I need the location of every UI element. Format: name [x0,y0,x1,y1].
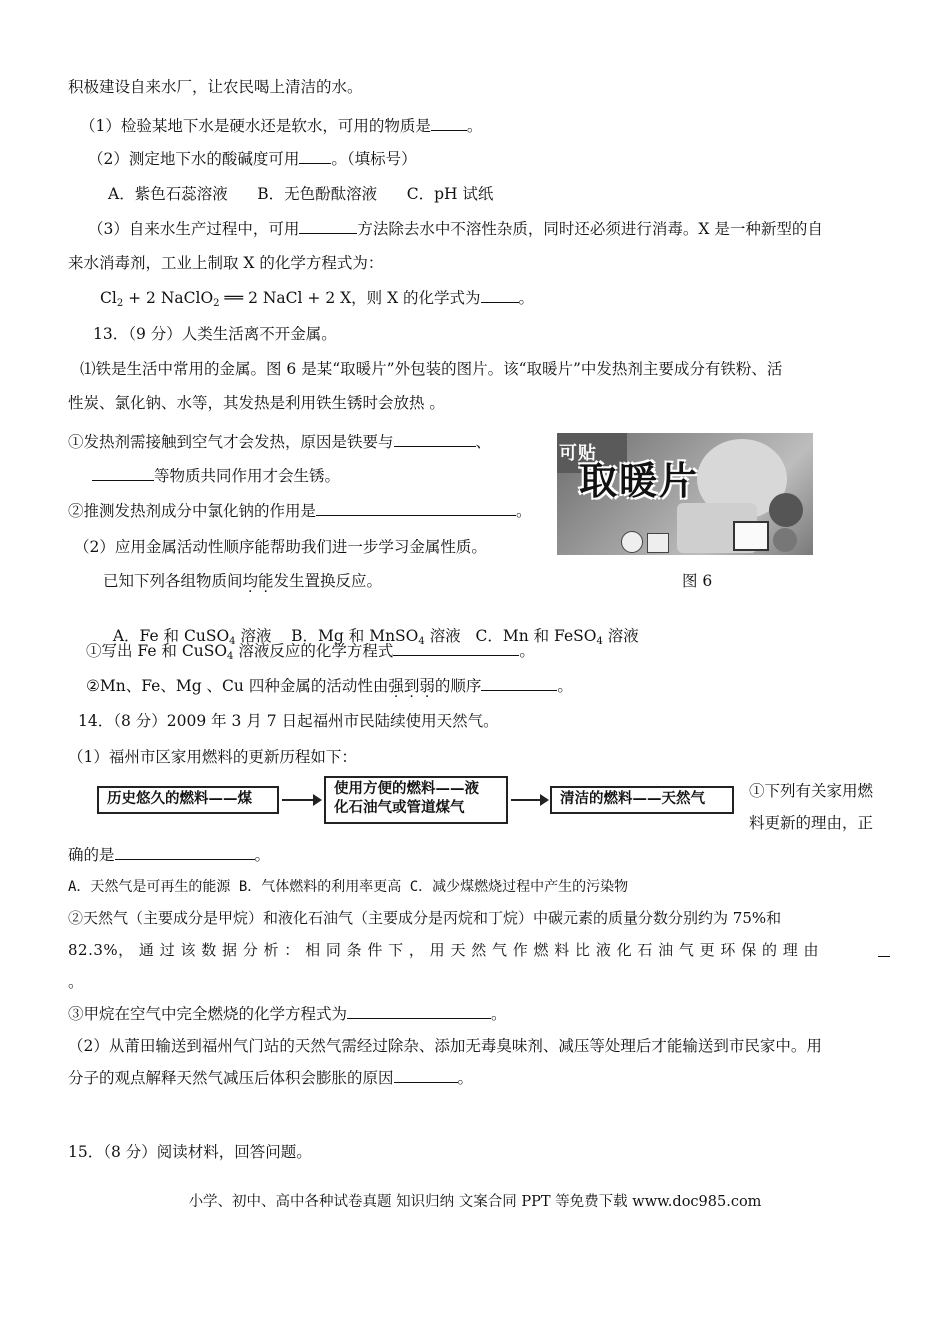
answer-blank[interactable] [431,116,467,131]
text-line: ⑴铁是生活中常用的金属。图 6 是某“取暖片”外包装的图片。该“取暖片”中发热剂主要成分有铁粉、活 [80,360,783,378]
flow-box-lpg [324,776,508,824]
text: + 2 NaClO [123,289,214,307]
question-13-2b [103,571,382,591]
subscript: 4 [227,651,234,662]
image-title: 取暖片 [579,459,700,503]
text: （2）测定地下水的酸碱度可用 [88,150,300,168]
answer-blank[interactable] [299,219,357,234]
text: 。 [457,1069,474,1087]
question-14-c3 [68,1004,507,1024]
answer-blank[interactable] [878,942,890,957]
question-15-title: 15．（8 分）阅读材料，回答问题。 [68,1143,312,1161]
question-14-2b [68,1068,473,1088]
flow-box-line: 化石油气或管道煤气 [334,800,465,816]
text: 确的是 [68,846,115,864]
answer-blank[interactable] [92,466,154,481]
text: ②Mn、Fe、Mg 、Cu 四种金属的活动性由 [86,677,389,695]
answer-blank[interactable] [394,432,476,447]
text: 溶液 C．Mn 和 FeSO [424,627,597,645]
subscript: 4 [229,636,236,647]
question-14-c1 [68,845,270,865]
text: 。 [466,117,483,135]
subscript: 2 [213,298,220,309]
flow-box-line: 使用方便的燃料——液 [334,781,479,797]
heat-pad-package-image [557,433,813,555]
subscript: 4 [596,636,603,647]
question-13-w2 [86,676,573,696]
answer-blank[interactable] [115,845,255,860]
equation-line [100,288,534,314]
text-line: 性炭、氯化钠、水等，其发热是利用铁生锈时会放热 。 [68,394,445,412]
text: （1）检验某地下水是硬水还是软水，可用的物质是 [80,117,431,135]
text: 。 [254,846,271,864]
text: 分子的观点解释天然气减压后体积会膨胀的原因 [68,1069,394,1087]
text: 82.3%， 通 过 该 数 据 分 析 ： 相 同 条 件 下 ， 用 天 然 气 作 燃 料 比 液 化 石 油 气 更 环 保 的 理 由 [68,941,820,959]
text: 溶液反应的化学方程式 [233,642,394,660]
question-12-3 [88,219,823,239]
text: 方法除去水中不溶性杂质，同时还必须进行消毒。X 是一种新型的自 [357,220,823,238]
question-12-options: A．紫色石蕊溶液 B．无色酚酞溶液 C．pH 试纸 [108,185,494,203]
text: ③甲烷在空气中完全燃烧的化学方程式为 [68,1005,348,1023]
question-14-title: 14．（8 分）2009 年 3 月 7 日起福州市民陆续使用天然气。 [78,712,499,730]
text: 。 [519,642,535,660]
text: 。（填标号） [331,150,417,168]
text: 发生置换反应。 [273,572,383,590]
text: 的顺序 [434,677,482,695]
answer-blank[interactable] [481,676,557,691]
text: Cl [100,289,117,307]
text: 。 [557,677,573,695]
text-line: 料更新的理由，正 [749,814,874,832]
text-line: ②天然气（主要成分是甲烷）和液化石油气（主要成分是丙烷和丁烷）中碳元素的质量分数分别约为 75%和 [68,909,782,927]
flow-box-coal: 历史悠久的燃料——煤 [97,786,279,814]
question-13-2: （2）应用金属活动性顺序能帮助我们进一步学习金属性质。 [74,538,487,556]
emphasis-char: 弱 [419,677,435,695]
text-line: 。 [68,973,84,991]
question-13-w1 [86,641,535,667]
emphasis-char: 到 [403,677,420,695]
answer-blank[interactable] [299,149,331,164]
text: ①发热剂需接触到空气才会发热，原因是铁要与 [68,433,394,451]
question-13-c1-cont [92,466,340,486]
subscript: 4 [418,636,425,647]
text: ══ 2 NaCl + 2 X，则 X 的化学式为 [219,289,481,307]
text: A．Fe 和 CuSO [112,627,230,645]
text-line: （1）福州市区家用燃料的更新历程如下： [68,748,357,766]
question-12-2 [88,149,417,169]
question-14-c2-line [68,940,890,960]
image-top-text: 可贴 [559,443,597,464]
text: 。 [516,502,532,520]
text: ①写出 Fe 和 CuSO [86,642,228,660]
answer-blank[interactable] [394,1068,458,1083]
text: 已知下列各组物质间 [103,572,243,590]
answer-blank[interactable] [481,288,519,303]
page-footer: 小学、初中、高中各种试卷真题 知识归纳 文案合同 PPT 等免费下载 www.doc985.com [188,1194,762,1210]
question-13-c2 [68,501,532,521]
flow-box-natural-gas: 清洁的燃料——天然气 [550,786,734,814]
subscript: 2 [116,298,124,309]
answer-blank[interactable] [393,641,519,656]
text-line: ①下列有关家用燃 [749,782,874,800]
text: 。 [518,289,535,307]
text-line: （2）从莆田输送到福州气门站的天然气需经过除杂、添加无毒臭味剂、减压等处理后才能输送到市民家中。用 [68,1037,822,1055]
answer-blank[interactable] [347,1004,491,1019]
flow-arrow [511,799,547,801]
text-line: 来水消毒剂，工业上制取 X 的化学方程式为： [68,254,384,272]
text: ②推测发热剂成分中氯化钠的作用是 [68,502,317,520]
text: 等物质共同作用才会生锈。 [154,467,341,485]
question-13-title: 13．（9 分）人类生活离不开金属。 [93,325,337,343]
text: 溶液 [602,627,639,645]
text: （3）自来水生产过程中，可用 [88,220,300,238]
question-13-c1 [68,432,491,452]
question-12-1 [80,116,482,136]
flow-arrow [282,799,320,801]
text: 。 [491,1005,507,1023]
emphasis-char: 能 [258,572,274,590]
figure-caption: 图 6 [682,572,713,590]
text-line: 积极建设自来水厂，让农民喝上清洁的水。 [68,78,363,96]
emphasis-char: 均 [242,572,259,590]
text: 、 [475,433,492,451]
question-14-options: A．天然气是可再生的能源 B．气体燃料的利用率更高 C．减少煤燃烧过程中产生的污染物 [68,879,629,895]
answer-blank[interactable] [316,501,516,516]
pad-square [733,521,769,551]
emphasis-char: 强 [388,677,404,695]
text: 溶液 B．Mg 和 MnSO [235,627,419,645]
